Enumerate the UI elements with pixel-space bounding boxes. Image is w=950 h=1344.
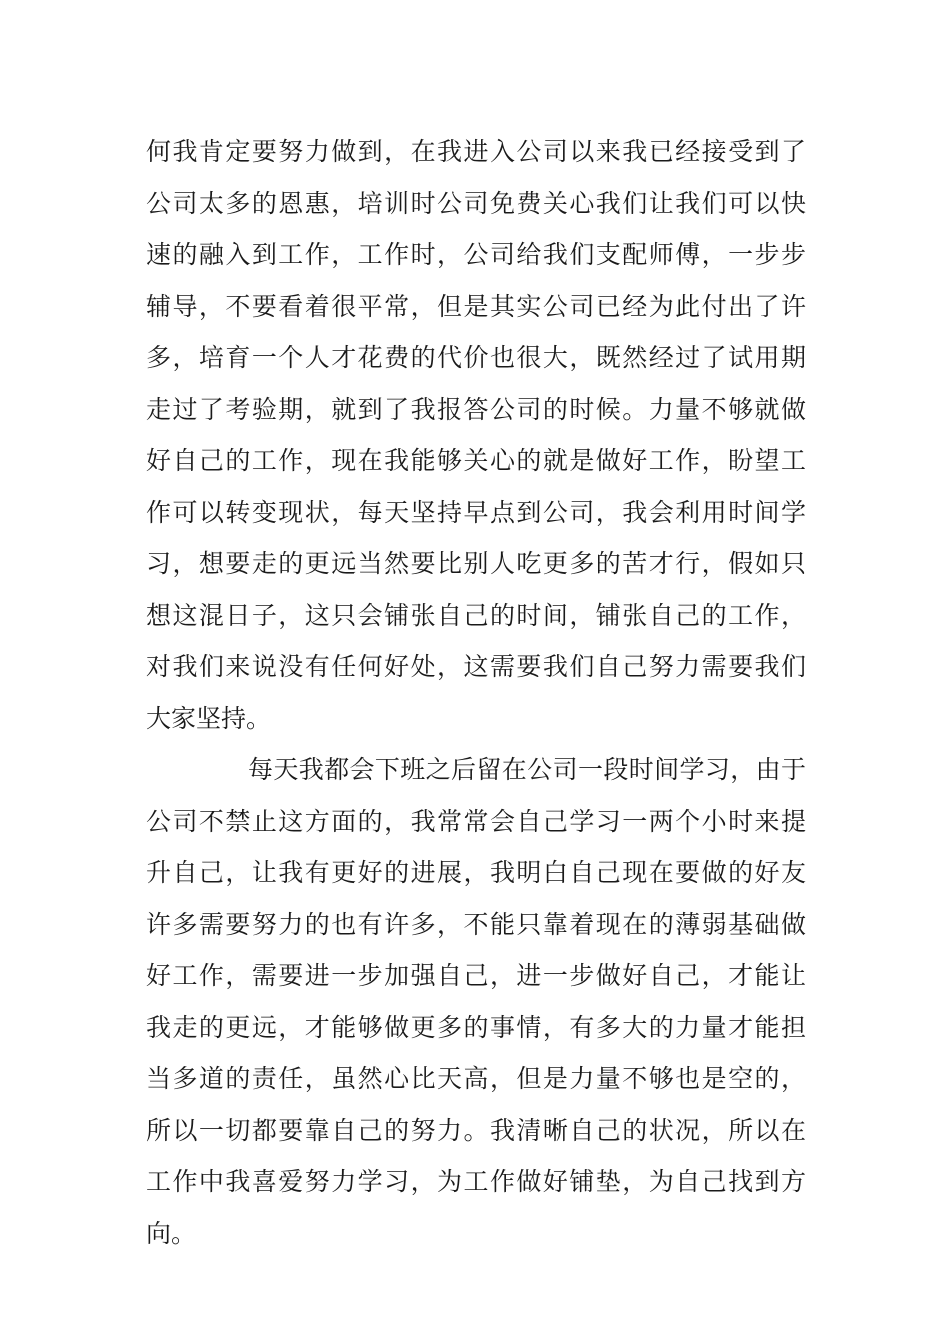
text-line: 许多需要努力的也有许多，不能只靠着现在的薄弱基础做 bbox=[146, 909, 806, 939]
paragraph-2 bbox=[146, 744, 806, 1259]
text-line: 向。 bbox=[146, 1218, 197, 1248]
text-line: 辅导，不要看着很平常，但是其实公司已经为此付出了许 bbox=[146, 291, 806, 321]
document-body bbox=[146, 126, 806, 1259]
text-line: 何我肯定要努力做到，在我进入公司以来我已经接受到了 bbox=[146, 137, 806, 166]
text-line: 习，想要走的更远当然要比别人吃更多的苦才行，假如只 bbox=[146, 549, 806, 578]
text-line: 公司太多的恩惠，培训时公司免费关心我们让我们可以快 bbox=[146, 188, 806, 218]
text-line: 公司不禁止这方面的，我常常会自己学习一两个小时来提 bbox=[146, 806, 806, 836]
text-line: 走过了考验期，就到了我报答公司的时候。力量不够就做 bbox=[146, 394, 806, 424]
text-line: 大家坚持。 bbox=[146, 703, 272, 733]
text-line: 所以一切都要靠自己的努力。我清晰自己的状况，所以在 bbox=[146, 1115, 806, 1145]
text-line: 对我们来说没有任何好处，这需要我们自己努力需要我们 bbox=[146, 652, 806, 681]
text-line: 好工作，需要进一步加强自己，进一步做好自己，才能让 bbox=[146, 961, 806, 990]
text-line: 速的融入到工作，工作时，公司给我们支配师傅，一步步 bbox=[146, 240, 806, 269]
paragraph-1 bbox=[146, 126, 806, 744]
text-line: 作可以转变现状，每天坚持早点到公司，我会利用时间学 bbox=[146, 497, 806, 527]
text-line: 好自己的工作，现在我能够关心的就是做好工作，盼望工 bbox=[146, 446, 806, 475]
text-line: 工作中我喜爱努力学习，为工作做好铺垫，为自己找到方 bbox=[146, 1167, 806, 1196]
text-line: 当多道的责任，虽然心比天高，但是力量不够也是空的， bbox=[146, 1064, 806, 1093]
text-line: 我走的更远，才能够做更多的事情，有多大的力量才能担 bbox=[146, 1012, 806, 1042]
text-line: 升自己，让我有更好的进展，我明白自己现在要做的好友 bbox=[146, 858, 806, 887]
text-line: 想这混日子，这只会铺张自己的时间，铺张自己的工作， bbox=[146, 600, 806, 630]
text-line: 每天我都会下班之后留在公司一段时间学习，由于 bbox=[248, 755, 806, 784]
text-line: 多，培育一个人才花费的代价也很大，既然经过了试用期 bbox=[146, 343, 806, 372]
